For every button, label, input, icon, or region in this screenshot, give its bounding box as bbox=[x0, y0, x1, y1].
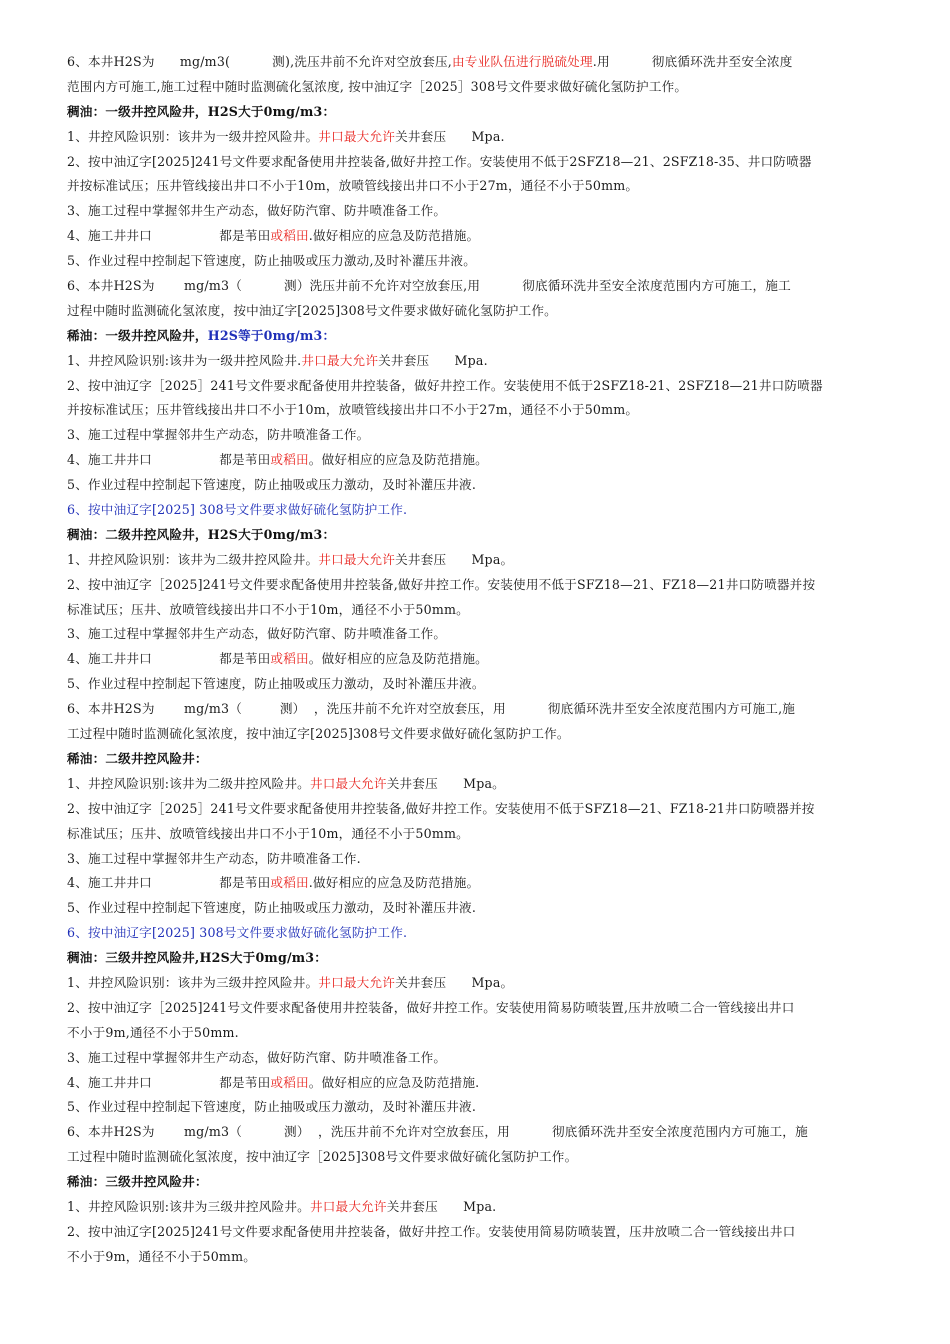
text-line bbox=[67, 847, 885, 872]
text-run: .做好相应的应急及防范措施。 bbox=[308, 875, 480, 891]
text-run: 2、按中油辽字［2025]241号文件要求配备使用井控装备，做好井控工作。安装使用简易防喷装置,压井放喷二合一管线接出井口 bbox=[67, 999, 795, 1015]
text-line bbox=[67, 224, 885, 249]
blue-text-run: H2S等于0mg/m3： bbox=[207, 327, 336, 343]
text-run: 2、按中油辽字［2025]241号文件要求配备使用井控装备,做好井控工作。安装使用不低于SFZ18—21、FZ18—21井口防喷器并按 bbox=[67, 576, 816, 592]
text-run: 稠油：二级井控风险井，H2S大于0mg/m3： bbox=[67, 526, 336, 542]
text-run: 关井套压 Mpa. bbox=[378, 352, 488, 368]
text-line bbox=[67, 498, 885, 523]
text-run: 3、施工过程中掌握邻井生产动态，防井喷准备工作. bbox=[67, 850, 361, 866]
text-line bbox=[67, 1245, 885, 1270]
text-run: 1、井控风险识别:该井为二级井控风险井。 bbox=[67, 775, 310, 791]
text-line bbox=[67, 249, 885, 274]
text-line bbox=[67, 199, 885, 224]
text-run: 并按标准试压；压井管线接出井口不小于10m，放喷管线接出井口不小于27m，通径不小于50mm。 bbox=[67, 402, 639, 418]
text-line bbox=[67, 75, 885, 100]
text-run: 关井套压 Mpa。 bbox=[395, 974, 514, 990]
red-text-run: 或稻田 bbox=[270, 651, 309, 667]
text-run: 2、按中油辽字[2025]241号文件要求配备使用井控装备，做好井控工作。安装使用简易防喷装置，压井放喷二合一管线接出井口 bbox=[67, 1223, 796, 1239]
text-run: 6、本井H2S为 mg/m3（ 测） ，洗压井前不允许对空放套压，用 彻底循环洗井至安全浓度范围内方可施工，施 bbox=[67, 1124, 808, 1140]
text-line bbox=[67, 871, 885, 896]
text-run: 4、施工井井口 都是苇田 bbox=[67, 651, 271, 667]
text-run: 3、施工过程中掌握邻井生产动态，做好防汽窜、防井喷准备工作。 bbox=[67, 626, 447, 642]
text-run: 6、本井H2S为 mg/m3（ 测） ，洗压井前不允许对空放套压，用 彻底循环洗井至安全浓度范围内方可施工,施 bbox=[67, 701, 796, 717]
text-line bbox=[67, 1021, 885, 1046]
red-text-run: 井口最大允许 bbox=[301, 352, 379, 368]
text-line bbox=[67, 398, 885, 423]
text-run: 5、作业过程中控制起下管速度，防止抽吸或压力激动，及时补灌压井液。 bbox=[67, 676, 485, 692]
document-body bbox=[67, 50, 885, 1270]
text-run: .用 彻底循环洗井至安全浓度 bbox=[592, 54, 793, 69]
text-line bbox=[67, 299, 885, 324]
text-run: 标准试压；压井、放喷管线接出井口不小于10m，通径不小于50mm。 bbox=[67, 601, 469, 617]
text-run: 4、施工井井口 都是苇田 bbox=[67, 875, 271, 891]
text-line bbox=[67, 1220, 885, 1245]
red-text-run: 井口最大允许 bbox=[318, 551, 396, 567]
text-run: 过程中随时监测硫化氢浓度，按中油辽字[2025]308号文件要求做好硫化氢防护工作。 bbox=[67, 302, 557, 318]
text-run: 4、施工井井口 都是苇田 bbox=[67, 228, 271, 244]
text-line bbox=[67, 1195, 885, 1220]
section-heading bbox=[67, 747, 885, 772]
text-run: 5、作业过程中控制起下管速度，防止抽吸或压力激动，及时补灌压井液. bbox=[67, 1099, 477, 1115]
section-heading bbox=[67, 946, 885, 971]
text-run: 。做好相应的应急及防范措施。 bbox=[308, 452, 488, 468]
text-line bbox=[67, 573, 885, 598]
red-text-run: 井口最大允许 bbox=[309, 1198, 387, 1214]
text-run: 5、作业过程中控制起下管速度，防止抽吸或压力激动,及时补灌压井液。 bbox=[67, 253, 477, 269]
text-run: 3、施工过程中掌握邻井生产动态，做好防汽窜、防井喷准备工作。 bbox=[67, 203, 447, 219]
text-line bbox=[67, 921, 885, 946]
text-line bbox=[67, 622, 885, 647]
text-run: 稠油：一级井控风险井，H2S大于0mg/m3： bbox=[67, 103, 336, 119]
text-line bbox=[67, 1046, 885, 1071]
section-heading bbox=[67, 324, 885, 349]
text-line bbox=[67, 374, 885, 399]
text-line bbox=[67, 473, 885, 498]
text-line bbox=[67, 274, 885, 299]
red-text-run: 或稻田 bbox=[270, 452, 309, 468]
text-run: 2、按中油辽字[2025]241号文件要求配备使用井控装备,做好井控工作。安装使用不低于2SFZ18—21、2SFZ18-35、井口防喷器 bbox=[67, 153, 812, 169]
red-text-run: 或稻田 bbox=[270, 875, 309, 891]
text-line bbox=[67, 697, 885, 722]
text-line bbox=[67, 548, 885, 573]
text-line bbox=[67, 647, 885, 672]
red-text-run: 井口最大允许 bbox=[318, 974, 396, 990]
text-run: 关井套压 Mpa。 bbox=[395, 551, 514, 567]
text-run: 2、按中油辽字［2025］241号文件要求配备使用井控装备，做好井控工作。安装使用不低于2SFZ18-21、2SFZ18—21井口防喷器 bbox=[67, 377, 823, 393]
text-line bbox=[67, 896, 885, 921]
text-run: 不小于9m，通径不小于50mm。 bbox=[67, 1248, 257, 1264]
text-run: 。做好相应的应急及防范措施。 bbox=[308, 651, 488, 667]
text-line bbox=[67, 996, 885, 1021]
text-run: 稠油：三级井控风险井,H2S大于0mg/m3： bbox=[67, 950, 328, 966]
blue-text-run: 6、按中油辽字[2025] 308号文件要求做好硫化氢防护工作. bbox=[67, 925, 408, 941]
text-line bbox=[67, 150, 885, 175]
text-line bbox=[67, 50, 885, 75]
text-run: 1、井控风险识别：该井为二级井控风险井。 bbox=[67, 551, 319, 567]
text-run: 1、井控风险识别：该井为三级井控风险井。 bbox=[67, 974, 319, 990]
text-run: 。做好相应的应急及防范措施. bbox=[308, 1074, 480, 1090]
text-run: 3、施工过程中掌握邻井生产动态，防井喷准备工作。 bbox=[67, 427, 370, 443]
text-line bbox=[67, 598, 885, 623]
text-run: 稀油：二级井控风险井： bbox=[67, 750, 208, 766]
text-run: 2、按中油辽字［2025］241号文件要求配备使用井控装备,做好井控工作。安装使用不低于SFZ18—21、FZ18-21井口防喷器并按 bbox=[67, 800, 815, 816]
text-run: 5、作业过程中控制起下管速度，防止抽吸或压力激动，及时补灌压井液. bbox=[67, 477, 477, 493]
red-text-run: 或稻田 bbox=[270, 228, 309, 244]
text-line bbox=[67, 349, 885, 374]
text-line bbox=[67, 822, 885, 847]
text-line bbox=[67, 722, 885, 747]
text-run: 稀油：三级井控风险井： bbox=[67, 1174, 208, 1190]
text-line bbox=[67, 1120, 885, 1145]
red-text-run: 井口最大允许 bbox=[318, 128, 396, 144]
text-run: .做好相应的应急及防范措施。 bbox=[308, 228, 480, 244]
red-text-run: 或稻田 bbox=[270, 1074, 309, 1090]
text-line bbox=[67, 971, 885, 996]
section-heading bbox=[67, 1170, 885, 1195]
text-line bbox=[67, 423, 885, 448]
text-run: 1、井控风险识别:该井为三级井控风险井。 bbox=[67, 1198, 310, 1214]
text-run: 1、井控风险识别:该井为一级井控风险井. bbox=[67, 352, 302, 368]
text-run: 6、本井H2S为 mg/m3（ 测）洗压井前不允许对空放套压,用 彻底循环洗井至安全浓度范围内方可施工，施工 bbox=[67, 278, 791, 294]
blue-text-run: 6、按中油辽字[2025] 308号文件要求做好硫化氢防护工作. bbox=[67, 502, 408, 518]
text-run: 不小于9m,通径不小于50mm. bbox=[67, 1024, 239, 1040]
text-line bbox=[67, 1095, 885, 1120]
text-run: 4、施工井井口 都是苇田 bbox=[67, 452, 271, 468]
text-run: 5、作业过程中控制起下管速度，防止抽吸或压力激动，及时补灌压井液. bbox=[67, 900, 477, 916]
text-run: 稀油：一级井控风险井， bbox=[67, 327, 208, 343]
text-run: 关井套压 Mpa. bbox=[386, 1198, 497, 1214]
text-line bbox=[67, 174, 885, 199]
text-run: 4、施工井井口 都是苇田 bbox=[67, 1074, 271, 1090]
text-run: 6、本井H2S为 mg/m3( 测),洗压井前不允许对空放套压, bbox=[67, 54, 453, 69]
text-run: 标准试压；压井、放喷管线接出井口不小于10m，通径不小于50mm。 bbox=[67, 825, 469, 841]
section-heading bbox=[67, 100, 885, 125]
text-line bbox=[67, 772, 885, 797]
text-run: 并按标准试压；压井管线接出井口不小于10m，放喷管线接出井口不小于27m，通径不小于50mm。 bbox=[67, 178, 639, 194]
text-line bbox=[67, 125, 885, 150]
text-run: 关井套压 Mpa。 bbox=[386, 775, 505, 791]
text-run: 工过程中随时监测硫化氢浓度，按中油辽字[2025]308号文件要求做好硫化氢防护工作。 bbox=[67, 726, 570, 742]
text-line bbox=[67, 797, 885, 822]
text-line bbox=[67, 448, 885, 473]
red-text-run: 井口最大允许 bbox=[309, 775, 387, 791]
text-line bbox=[67, 1071, 885, 1096]
text-run: 范围内方可施工,施工过程中随时监测硫化氢浓度, 按中油辽字［2025］308号文件要求做好硫化氢防护工作。 bbox=[67, 78, 688, 94]
text-run: 工过程中随时监测硫化氢浓度，按中油辽字［2025]308号文件要求做好硫化氢防护工作。 bbox=[67, 1149, 578, 1165]
section-heading bbox=[67, 523, 885, 548]
text-run: 关井套压 Mpa. bbox=[395, 128, 505, 144]
text-run: 1、井控风险识别：该井为一级井控风险井。 bbox=[67, 128, 319, 144]
text-run: 3、施工过程中掌握邻井生产动态，做好防汽窜、防井喷准备工作。 bbox=[67, 1049, 447, 1065]
text-line bbox=[67, 672, 885, 697]
red-text-run: 由专业队伍进行脱硫处理 bbox=[452, 54, 593, 69]
text-line bbox=[67, 1145, 885, 1170]
